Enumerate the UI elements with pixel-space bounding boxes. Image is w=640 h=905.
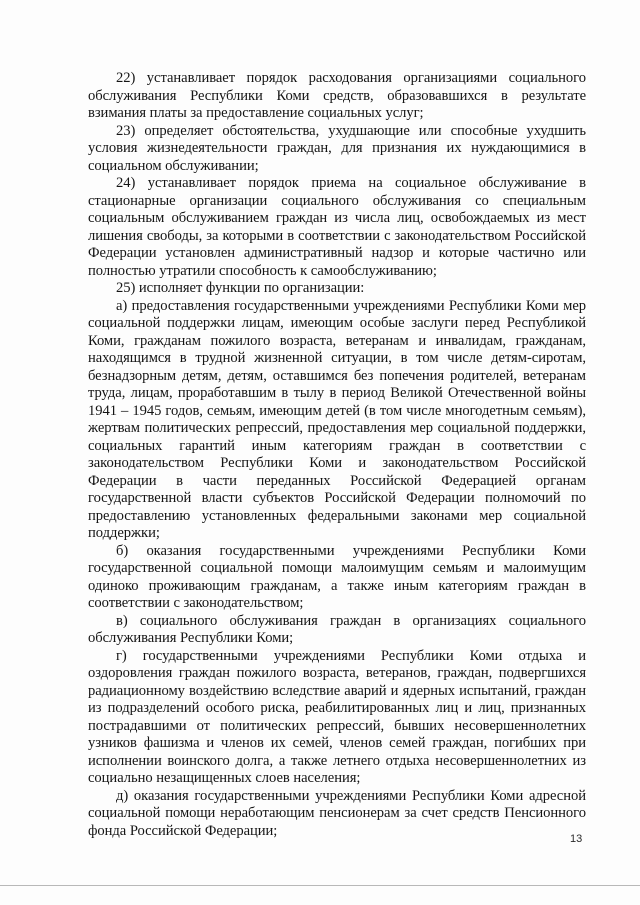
paragraph-24: 24) устанавливает порядок приема на социальное обслуживание в стационарные организации социального обслуживания со специальным социальным обслуживанием граждан из числа лиц, освобождаемых из мест лишения свободы, за которыми в соответствии с законодательством Российской Федерации установлен административный надзор и которые частично или полностью утратили способность к самообслуживанию; [88, 175, 586, 279]
paragraph-25-b: б) оказания государственными учреждениями Республики Коми государственной социальной помощи малоимущим семьям и малоимущим одиноко проживающим гражданам, а также иным категориям граждан в соответствии с законодательством; [88, 542, 586, 611]
page-number: 13 [570, 833, 583, 845]
paragraph-25-g: г) государственными учреждениями Республики Коми отдыха и оздоровления граждан пожилого возраста, ветеранов, граждан, подвергшихся радиационному воздействию вследствие аварий и ядерных испытаний, граждан из подразделений особого риска, реабилитированных лиц и лиц, признанных пострадавшими от политических репрессий, бывших несовершеннолетних узников фашизма и членов их семей, членов семей граждан, погибших при исполнении воинского долга, а также летнего отдыха несовершеннолетних из социально незащищенных слоев населения; [88, 647, 586, 786]
paragraph-25-d: д) оказания государственными учреждениями Республики Коми адресной социальной помощи неработающим пенсионерам за счет средств Пенсионного фонда Российской Федерации; [88, 787, 586, 839]
document-body [88, 70, 586, 840]
paragraph-23: 23) определяет обстоятельства, ухудшающие или способные ухудшить условия жизнедеятельности граждан, для признания их нуждающимися в социальном обслуживании; [88, 122, 586, 174]
paragraph-25-v: в) социального обслуживания граждан в организациях социального обслуживания Республики Коми; [88, 612, 586, 646]
paragraph-25-a: а) предоставления государственными учреждениями Республики Коми мер социальной поддержки лицам, имеющим особые заслуги перед Республикой Коми, гражданам пожилого возраста, ветеранам и инвалидам, гражданам, находящимся в трудной жизненной ситуации, в том числе детям-сиротам, безнадзорным детям, детям, оставшимся без попечения родителей, ветеранам труда, лицам, проработавшим в тылу в период Великой Отечественной войны 1941 – 1945 годов, семьям, имеющим детей (в том числе многодетным семьям), жертвам политических репрессий, предоставления мер социальной поддержки, социальных гарантий иным категориям граждан в соответствии с законодательством Республики Коми и законодательством Российской Федерации в части переданных Российской Федерацией органам государственной власти субъектов Российской Федерации полномочий по предоставлению установленных федеральными законами мер социальной поддержки; [88, 297, 586, 541]
paragraph-25: 25) исполняет функции по организации: [116, 280, 365, 296]
page-bottom-edge [0, 885, 640, 886]
paragraph-22: 22) устанавливает порядок расходования организациями социального обслуживания Республики Коми средств, образовавшихся в результате взимания платы за предоставление социальных услуг; [88, 70, 586, 121]
